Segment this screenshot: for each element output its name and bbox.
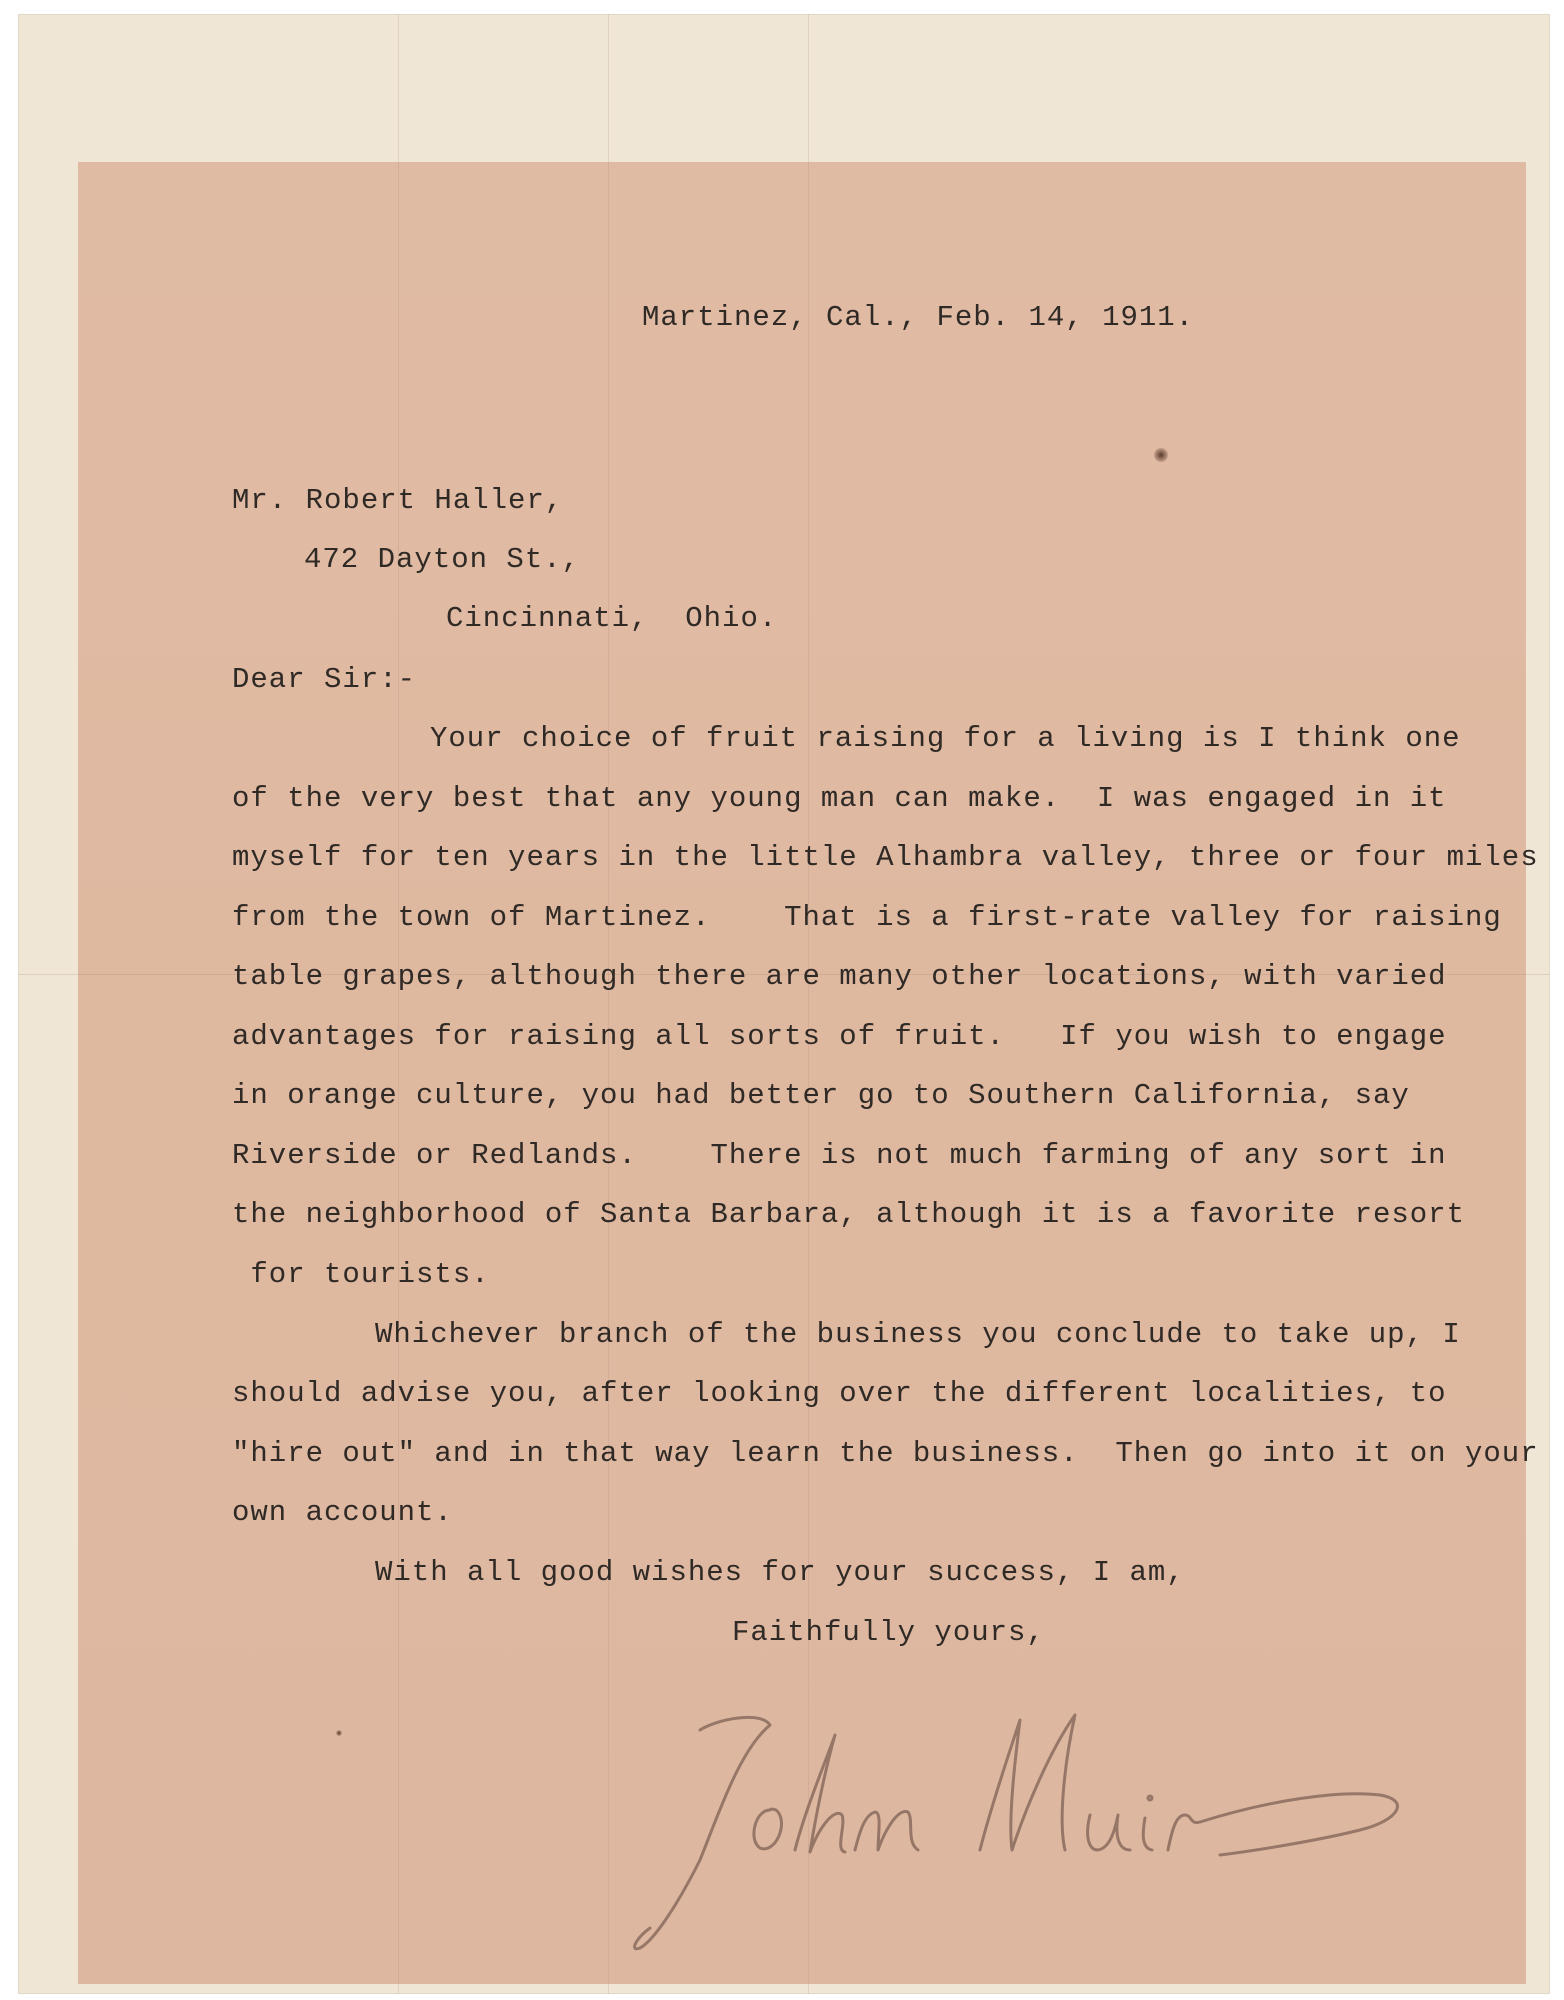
body-line: Whichever branch of the business you conclude to take up, I bbox=[375, 1318, 1461, 1351]
fold-line bbox=[608, 14, 609, 1994]
body-line: Your choice of fruit raising for a living is I think one bbox=[430, 722, 1461, 755]
body-line: myself for ten years in the little Alhambra valley, three or four miles bbox=[232, 841, 1539, 874]
body-line: should advise you, after looking over the different localities, to bbox=[232, 1377, 1447, 1410]
fold-line bbox=[398, 14, 399, 1994]
closing-wish: With all good wishes for your success, I am, bbox=[375, 1556, 1185, 1589]
body-line: from the town of Martinez. That is a first-rate valley for raising bbox=[232, 901, 1502, 934]
body-line: Riverside or Redlands. There is not much farming of any sort in bbox=[232, 1139, 1447, 1172]
recipient-name: Mr. Robert Haller, bbox=[232, 484, 564, 517]
body-line: in orange culture, you had better go to Southern California, say bbox=[232, 1079, 1410, 1112]
body-line: own account. bbox=[232, 1496, 453, 1529]
recipient-street: 472 Dayton St., bbox=[304, 543, 581, 576]
dateline: Martinez, Cal., Feb. 14, 1911. bbox=[642, 301, 1195, 334]
ink-spot bbox=[1154, 448, 1168, 462]
recipient-city: Cincinnati, Ohio. bbox=[446, 602, 778, 635]
handwritten-signature bbox=[620, 1690, 1440, 1960]
body-line: the neighborhood of Santa Barbara, although it is a favorite resort bbox=[232, 1198, 1465, 1231]
complimentary-close: Faithfully yours, bbox=[732, 1616, 1045, 1649]
salutation: Dear Sir:- bbox=[232, 663, 417, 696]
body-line: advantages for raising all sorts of fruit. If you wish to engage bbox=[232, 1020, 1447, 1053]
body-line: for tourists. bbox=[232, 1258, 490, 1291]
body-line: "hire out" and in that way learn the business. Then go into it on your bbox=[232, 1437, 1539, 1470]
body-line: of the very best that any young man can make. I was engaged in it bbox=[232, 782, 1447, 815]
body-line: table grapes, although there are many other locations, with varied bbox=[232, 960, 1447, 993]
ink-spot bbox=[336, 1730, 342, 1736]
